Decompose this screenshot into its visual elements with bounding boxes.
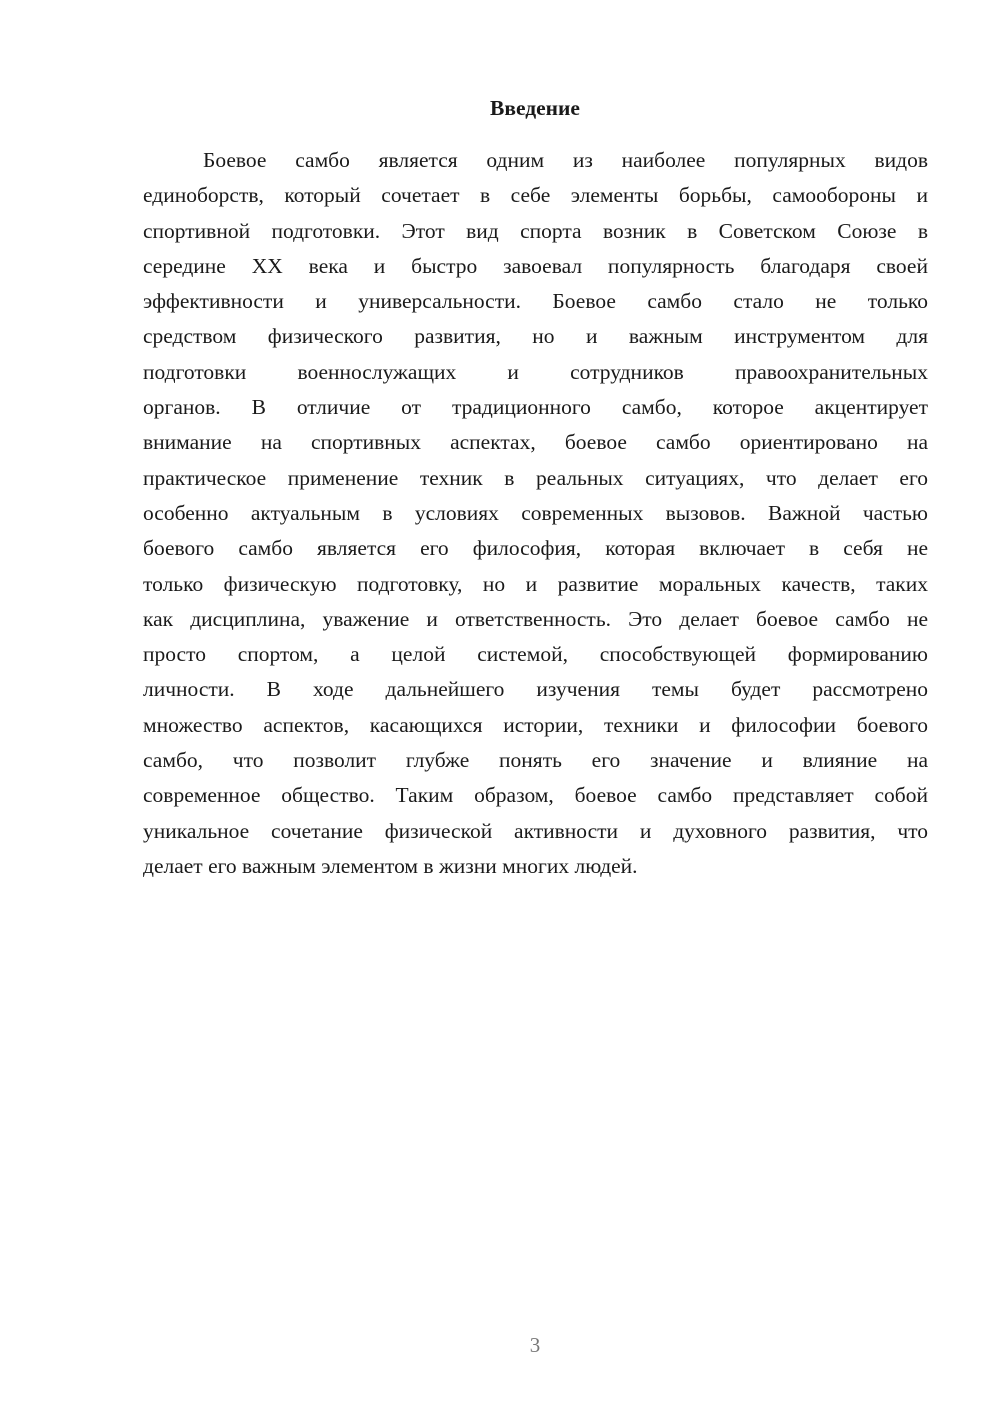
text-line: множество аспектов, касающихся истории, техники и философии боевого bbox=[143, 712, 928, 737]
text-line: как дисциплина, уважение и ответственность. Это делает боевое самбо не bbox=[143, 606, 928, 631]
text-line: особенно актуальным в условиях современных вызовов. Важной частью bbox=[143, 500, 928, 525]
text-line: средством физического развития, но и важным инструментом для bbox=[143, 324, 928, 349]
text-line: просто спортом, а целой системой, способствующей формированию bbox=[143, 642, 928, 667]
text-line: личности. В ходе дальнейшего изучения темы будет рассмотрено bbox=[143, 677, 928, 702]
text-line: спортивной подготовки. Этот вид спорта возник в Советском Союзе в bbox=[143, 218, 928, 243]
text-line: современное общество. Таким образом, боевое самбо представляет собой bbox=[143, 783, 928, 808]
paragraph bbox=[143, 143, 928, 884]
text-line: органов. В отличие от традиционного самбо, которое акцентирует bbox=[143, 395, 928, 420]
text-line: самбо, что позволит глубже понять его значение и влияние на bbox=[143, 748, 928, 773]
text-line: единоборств, который сочетает в себе элементы борьбы, самообороны и bbox=[143, 183, 928, 208]
text-line: середине XX века и быстро завоевал популярность благодаря своей bbox=[143, 253, 928, 278]
text-line: практическое применение техник в реальных ситуациях, что делает его bbox=[143, 465, 928, 490]
text-line: только физическую подготовку, но и развитие моральных качеств, таких bbox=[143, 571, 928, 596]
page-number: 3 bbox=[529, 1333, 541, 1357]
text-line: Боевое самбо является одним из наиболее популярных видов bbox=[203, 148, 928, 172]
text-line: делает его важным элементом в жизни многих людей. bbox=[143, 853, 638, 878]
text-line: эффективности и универсальности. Боевое самбо стало не только bbox=[143, 289, 928, 314]
text-line: внимание на спортивных аспектах, боевое самбо ориентировано на bbox=[143, 430, 928, 455]
section-heading: Введение bbox=[490, 96, 580, 120]
text-line: подготовки военнослужащих и сотрудников правоохранительных bbox=[143, 359, 928, 384]
text-line: уникальное сочетание физической активности и духовного развития, что bbox=[143, 818, 928, 843]
text-line: боевого самбо является его философия, которая включает в себя не bbox=[143, 536, 928, 561]
